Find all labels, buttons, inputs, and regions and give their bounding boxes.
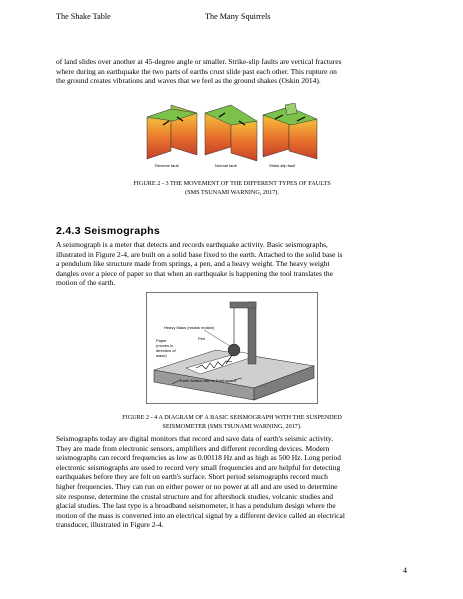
label-paper-sub1: (moves in <box>156 343 174 348</box>
text-line: A seismograph is a meter that detects and records earthquake activity. Basic seismographs, <box>56 240 328 249</box>
text-line: motion of the mass is converted into an electrical signal by a different device called an electrical <box>56 510 345 520</box>
text-line: a pendulum like structure made from springs, a pen, and a heavy weight. The heavy weight <box>56 259 330 269</box>
text-line: motion of the earth. <box>56 278 116 288</box>
text-line: glacial studies. The last type is a broadband seismometer, it has a pendulum design where the <box>56 501 336 511</box>
text-line: of land slides over another at 45-degree angle or smaller. Strike-slip faults are vertical fractures <box>56 57 342 66</box>
figure-caption-2-4 <box>56 414 408 431</box>
panel-label-normal: Normal fault <box>215 163 237 168</box>
text-line: transducer, illustrated in Figure 2-4. <box>56 520 164 530</box>
caption-line: FIGURE 2 - 4 A DIAGRAM OF A BASIC SEISMOGRAPH WITH THE SUSPENDED <box>122 414 342 421</box>
text-line: seismographs can record frequencies as low as 0.00118 Hz and as high as 500 Hz. Long period <box>56 453 342 463</box>
label-paper-sub2: direction of <box>156 348 176 353</box>
label-paper-sub3: wave) <box>156 353 167 358</box>
running-header-center: The Many Squirrels <box>205 12 271 21</box>
caption-line: FIGURE 2 - 3 THE MOVEMENT OF THE DIFFERENT TYPES OF FAULTS <box>133 180 331 187</box>
figure-caption-2-3 <box>56 180 408 197</box>
caption-line: SEISMOMETER (SMS TSUNAMI WARNING, 2017). <box>162 422 302 430</box>
text-line: Seismographs today are digital monitors that record and save data of earth's seismic activity. <box>56 434 334 443</box>
reverse-fault-block <box>147 105 197 159</box>
strike-slip-fault-block <box>263 103 317 159</box>
fault-types-figure <box>145 103 319 171</box>
text-line: the ground creates vibrations and waves that we feel as the ground shakes (Oskin 2014). <box>56 76 321 86</box>
label-pen: Pen <box>198 336 206 341</box>
closing-paragraph <box>56 434 408 530</box>
seismograph-figure <box>146 292 318 404</box>
text-line: They are made from electronic sensors, amplifiers and different recording devices. Modern <box>56 443 330 453</box>
panel-label-reverse: Reverse fault <box>155 163 179 168</box>
seismograph-paragraph <box>56 240 408 288</box>
label-earth-motion: Earth Motion due to Earthquake <box>180 378 237 383</box>
panel-label-strike-slip: Strike-slip fault <box>269 163 296 168</box>
normal-fault-block <box>205 105 257 161</box>
caption-line: (SMS TSUNAMI WARNING, 2017). <box>185 188 279 196</box>
intro-paragraph <box>56 57 408 86</box>
text-line: higher frequencies. They can run on either power or no power at all and are used to determine <box>56 481 338 491</box>
page-number: 4 <box>403 566 407 575</box>
label-heavy-mass: Heavy Mass (resists motion) <box>164 325 215 330</box>
text-line: electronic seismographs are used to record very small frequencies and are helpful for detecting <box>56 462 341 472</box>
running-header-left: The Shake Table <box>56 12 111 21</box>
section-heading: 2.4.3 Seismographs <box>56 225 161 237</box>
text-line: site response, determine the crustal structure and for aftershock studies, volcanic studies and <box>56 491 333 501</box>
text-line: earthquakes before they are felt on earth's surface. Short period seismographs record much <box>56 472 328 482</box>
text-line: illustrated in Figure 2-4, are built on a solid base fixed to the earth. Attached to the solid base is <box>56 249 343 259</box>
label-paper: Paper <box>156 338 167 343</box>
text-line: dangles over a piece of paper so that when an earthquake is happening the tool translates the <box>56 268 333 278</box>
text-line: where during an earthquake the two parts of earths crust slide past each other. This rupture on <box>56 66 337 76</box>
